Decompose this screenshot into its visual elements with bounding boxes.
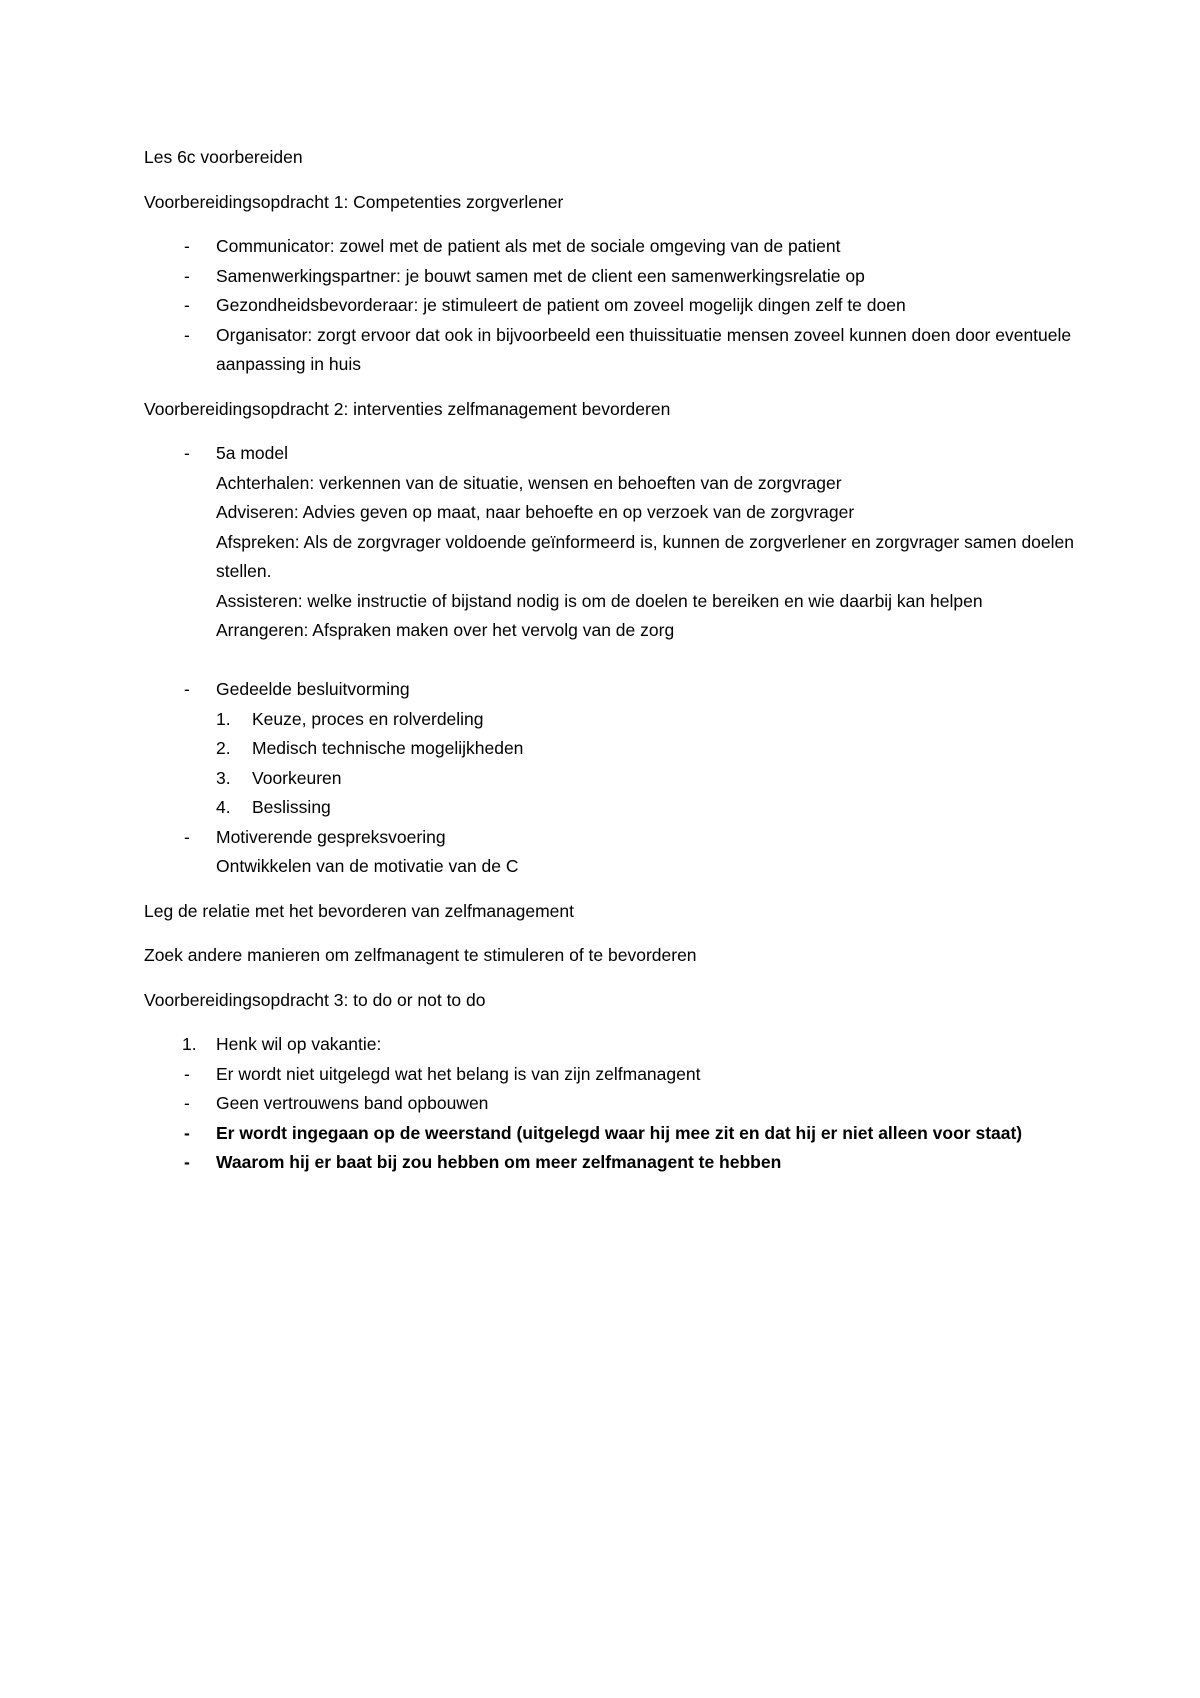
list-item — [144, 321, 1074, 380]
case-text: Henk wil op vakantie: — [216, 1034, 382, 1054]
step-text: Beslissing — [252, 797, 331, 817]
list-item — [144, 1060, 1074, 1090]
bullet-dash: - — [184, 679, 190, 699]
list-item-bold — [144, 1148, 1074, 1178]
bullet-dash: - — [184, 236, 190, 256]
section2-heading: Voorbereidingsopdracht 2: interventies zelfmanagement bevorderen — [144, 398, 671, 419]
list-item-text: Gedeelde besluitvorming — [216, 679, 410, 699]
list-item — [144, 262, 1074, 292]
step-text: Medisch technische mogelijkheden — [252, 738, 524, 758]
document-title: Les 6c voorbereiden — [144, 147, 303, 167]
list-item-motivational — [144, 823, 1074, 853]
list-item-text: Communicator: zowel met de patient als met de sociale omgeving van de patient — [216, 236, 841, 256]
model-line: Adviseren: Advies geven op maat, naar behoefte en op verzoek van de zorgvrager — [216, 502, 855, 522]
list-item-text: Er wordt ingegaan op de weerstand (uitgelegd waar hij mee zit en dat hij er niet alleen voor staat) — [216, 1122, 1023, 1143]
list-item-text: Motiverende gespreksvoering — [216, 826, 446, 847]
empty-line — [144, 646, 1074, 676]
step-number: 2. — [216, 738, 231, 758]
bullet-dash: - — [184, 1093, 190, 1113]
list-item-text: 5a model — [216, 443, 288, 463]
list-item — [144, 1089, 1074, 1119]
bullet-dash: - — [184, 295, 190, 315]
case-item — [144, 1030, 1074, 1060]
list-item-text: Organisator: zorgt ervoor dat ook in bijvoorbeeld een thuissituatie mensen zoveel kunnen doen door eventuele aanpassing in huis — [216, 324, 1072, 374]
motivational-detail: Ontwikkelen van de motivatie van de C — [216, 856, 519, 876]
model-line: Achterhalen: verkennen van de situatie, wensen en behoeften van de zorgvrager — [216, 472, 842, 493]
list-item-text: Geen vertrouwens band opbouwen — [216, 1093, 489, 1113]
list-item-bold — [144, 1119, 1074, 1149]
list-item-text: Gezondheidsbevorderaar: je stimuleert de patient om zoveel mogelijk dingen zelf te doen — [216, 295, 906, 315]
list-item-5a-model — [144, 439, 1074, 469]
section2-list — [144, 439, 1074, 882]
model-line: Assisteren: welke instructie of bijstand nodig is om de doelen te bereiken en wie daarbij kan helpen — [216, 590, 983, 611]
list-item-text: Samenwerkingspartner: je bouwt samen met de client een samenwerkingsrelatie op — [216, 265, 865, 286]
section3-heading: Voorbereidingsopdracht 3: to do or not to do — [144, 989, 486, 1010]
step-number: 4. — [216, 797, 231, 817]
step-number: 3. — [216, 767, 231, 788]
list-item — [144, 232, 1074, 262]
bullet-dash: - — [184, 265, 190, 286]
list-item-text: Waarom hij er baat bij zou hebben om meer zelfmanagent te hebben — [216, 1152, 782, 1172]
bullet-dash: - — [184, 324, 190, 345]
note-relation: Leg de relatie met het bevorderen van zelfmanagement — [144, 900, 574, 921]
case-number: 1. — [182, 1034, 197, 1054]
section3-list — [144, 1030, 1074, 1178]
step-text: Keuze, proces en rolverdeling — [252, 708, 484, 729]
numbered-step — [144, 764, 1074, 794]
numbered-step — [144, 705, 1074, 735]
list-item-text: Er wordt niet uitgelegd wat het belang is van zijn zelfmanagent — [216, 1063, 701, 1084]
section1-heading: Voorbereidingsopdracht 1: Competenties zorgverlener — [144, 191, 564, 212]
bullet-dash: - — [184, 1063, 190, 1084]
model-line: Afspreken: Als de zorgvrager voldoende geïnformeerd is, kunnen de zorgverlener en zorgvrager samen doelen stellen. — [216, 531, 1075, 581]
list-item — [144, 291, 1074, 321]
numbered-step — [144, 793, 1074, 823]
list-item-shared-decision — [144, 675, 1074, 705]
step-text: Voorkeuren — [252, 767, 342, 788]
note-other-ways: Zoek andere manieren om zelfmanagent te stimuleren of te bevorderen — [144, 945, 697, 965]
model-line: Arrangeren: Afspraken maken over het vervolg van de zorg — [216, 620, 675, 640]
document-body — [144, 143, 1074, 1193]
section1-list — [144, 232, 1074, 380]
bullet-dash: - — [184, 443, 190, 463]
bullet-dash: - — [184, 826, 190, 847]
step-number: 1. — [216, 708, 231, 729]
bullet-dash: - — [184, 1152, 190, 1172]
bullet-dash: - — [184, 1122, 190, 1143]
numbered-step — [144, 734, 1074, 764]
